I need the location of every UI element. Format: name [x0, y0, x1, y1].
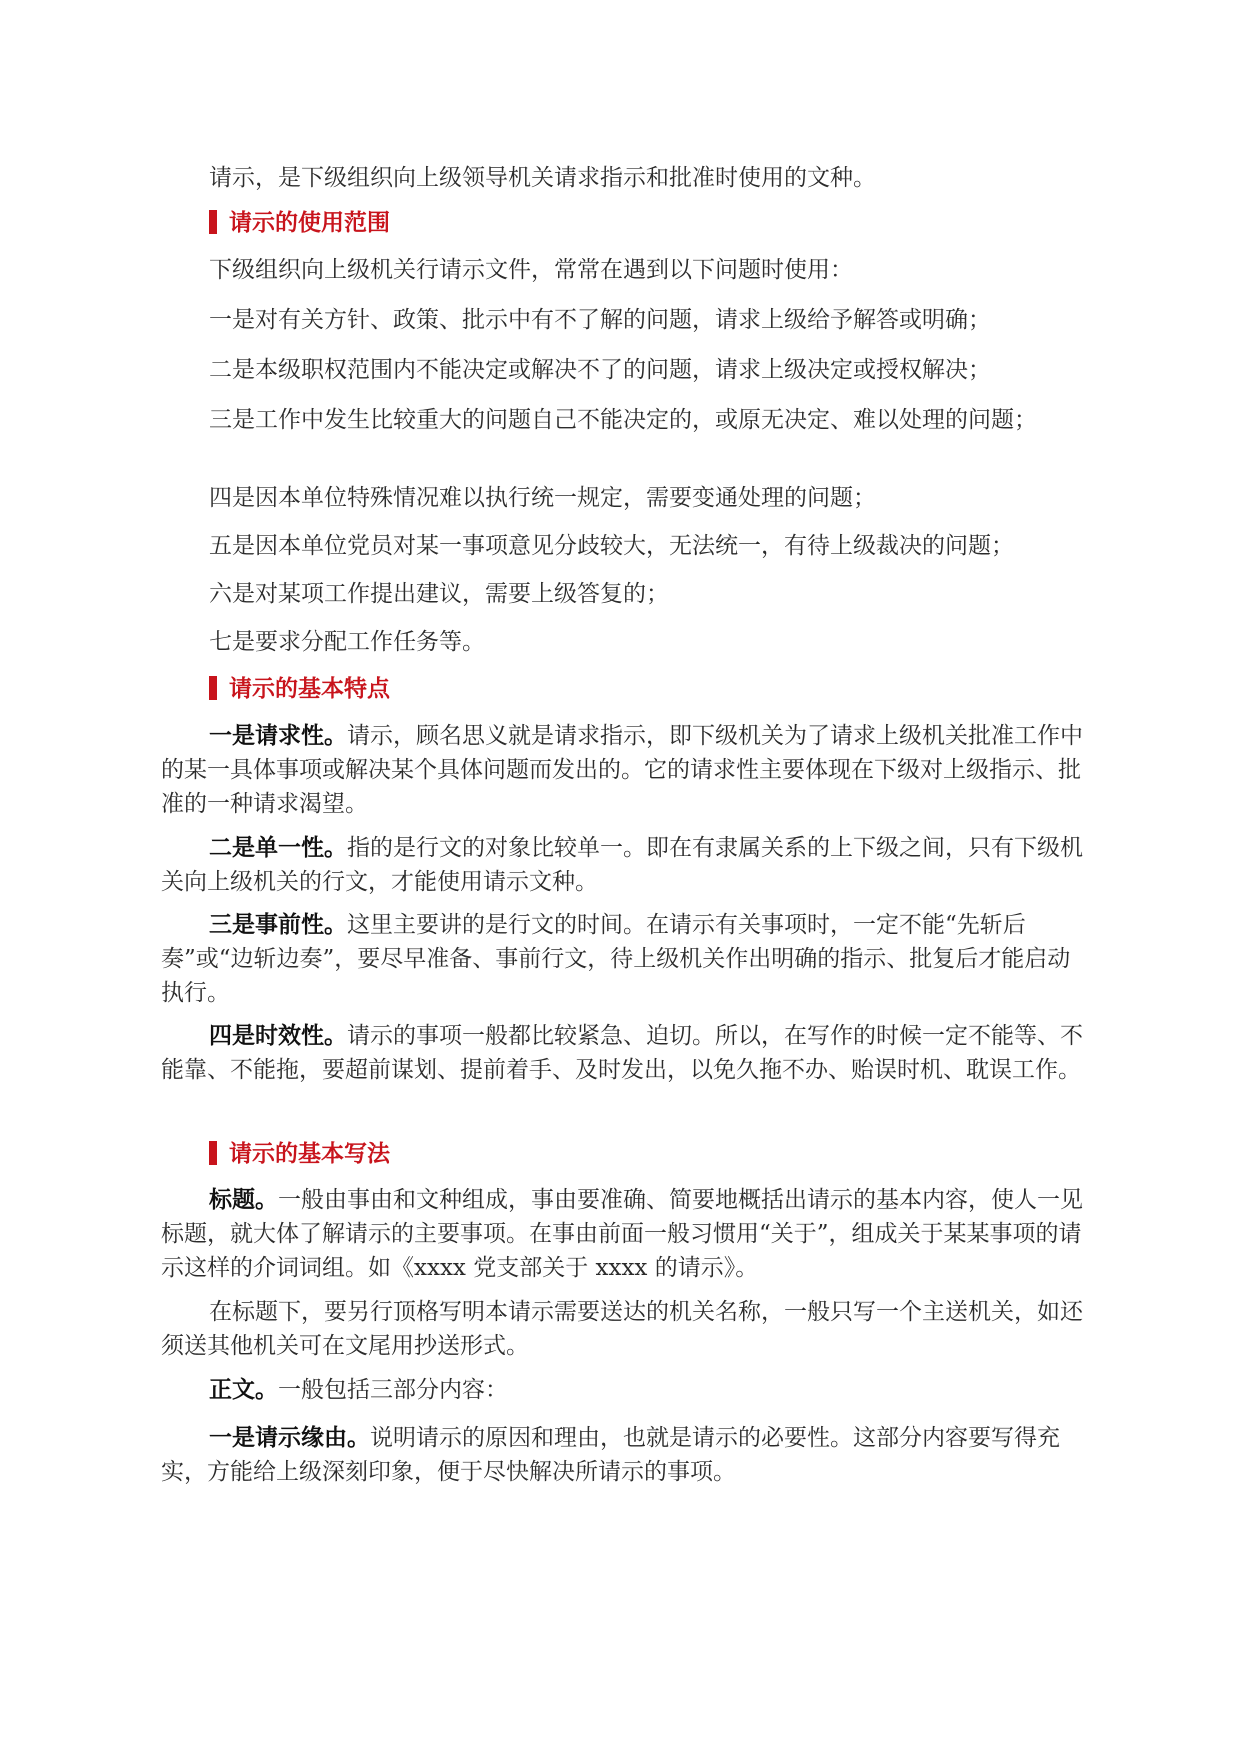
scope-item: 六是对某项工作提出建议，需要上级答复的；	[209, 581, 669, 607]
feature-paragraph	[161, 1019, 1091, 1087]
feature-paragraph	[161, 831, 1091, 899]
scope-item: 七是要求分配工作任务等。	[209, 629, 485, 655]
feature-text: 请示的事项一般都比较紧急、迫切。所以，在写作的时候一定不能等、不能靠、不能拖，要超前谋划、提前着手、及时发出，以免久拖不办、贻误时机、耽误工作。	[161, 1023, 1083, 1083]
scope-item: 四是因本单位特殊情况难以执行统一规定，需要变通处理的问题；	[209, 485, 876, 511]
writing-reason-lead: 一是请示缘由。	[209, 1424, 370, 1451]
writing-reason-paragraph	[161, 1421, 1091, 1489]
scope-item: 五是因本单位党员对某一事项意见分歧较大，无法统一，有待上级裁决的问题；	[209, 533, 1014, 559]
writing-reason-text: 说明请示的原因和理由，也就是请示的必要性。这部分内容要写得充实，方能给上级深刻印象，便于尽快解决所请示的事项。	[161, 1425, 1060, 1485]
feature-text: 这里主要讲的是行文的时间。在请示有关事项时，一定不能“先斩后奏”或“边斩边奏”，要尽早准备、事前行文，待上级机关作出明确的指示、批复后才能启动执行。	[161, 912, 1071, 1006]
writing-recipient-text: 在标题下，要另行顶格写明本请示需要送达的机关名称，一般只写一个主送机关，如还须送其他机关可在文尾用抄送形式。	[161, 1299, 1083, 1359]
scope-item: 二是本级职权范围内不能决定或解决不了的问题，请求上级决定或授权解决；	[209, 357, 991, 383]
intro-line: 请示，是下级组织向上级领导机关请求指示和批准时使用的文种。	[209, 165, 876, 191]
scope-item: 三是工作中发生比较重大的问题自己不能决定的，或原无决定、难以处理的问题；	[209, 407, 1037, 433]
scope-lead-line: 下级组织向上级机关行请示文件，常常在遇到以下问题时使用：	[209, 257, 853, 283]
red-bar-icon	[209, 210, 217, 234]
writing-body-paragraph	[161, 1373, 1091, 1407]
feature-text: 请示，顾名思义就是请求指示，即下级机关为了请求上级机关批准工作中的某一具体事项或解决某个具体问题而发出的。它的请求性主要体现在下级对上级指示、批准的一种请求渴望。	[161, 723, 1083, 817]
red-bar-icon	[209, 1141, 217, 1165]
section-heading-writing	[209, 1137, 390, 1171]
section-heading-label: 请示的使用范围	[229, 210, 390, 236]
scope-item: 一是对有关方针、政策、批示中有不了解的问题，请求上级给予解答或明确；	[209, 307, 991, 333]
feature-lead: 一是请求性。	[209, 722, 347, 749]
writing-body-lead: 正文。	[209, 1376, 278, 1403]
feature-paragraph	[161, 908, 1091, 1010]
section-heading-scope	[209, 206, 390, 240]
writing-recipient-paragraph	[161, 1295, 1091, 1363]
section-heading-features	[209, 672, 390, 706]
feature-lead: 三是事前性。	[209, 911, 347, 938]
section-heading-label: 请示的基本写法	[229, 1141, 390, 1167]
feature-paragraph	[161, 719, 1091, 821]
red-bar-icon	[209, 676, 217, 700]
writing-title-text: 一般由事由和文种组成，事由要准确、简要地概括出请示的基本内容，使人一见标题，就大体了解请示的主要事项。在事由前面一般习惯用“关于”，组成关于某某事项的请示这样的介词词组。如《xxxx 党支部关于 xxxx 的请示》。	[161, 1187, 1083, 1281]
writing-title-lead: 标题。	[209, 1186, 278, 1213]
feature-lead: 四是时效性。	[209, 1022, 347, 1049]
feature-lead: 二是单一性。	[209, 834, 347, 861]
section-heading-label: 请示的基本特点	[229, 676, 390, 702]
writing-title-paragraph	[161, 1183, 1091, 1285]
feature-text: 指的是行文的对象比较单一。即在有隶属关系的上下级之间，只有下级机关向上级机关的行文，才能使用请示文种。	[161, 835, 1083, 895]
writing-body-text: 一般包括三部分内容：	[278, 1377, 508, 1403]
